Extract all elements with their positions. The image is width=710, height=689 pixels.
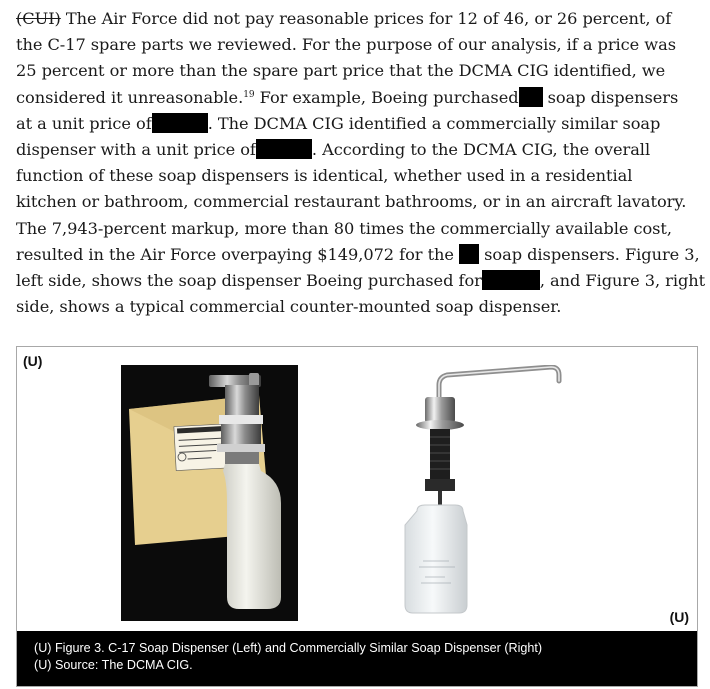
caption-title: (U) Figure 3. C-17 Soap Dispenser (Left) and Commercially Similar Soap Dispenser (Right) xyxy=(34,641,543,655)
text-line: (CUI) The Air Force did not pay reasonable prices for 12 of 46, or 26 percent, of xyxy=(16,9,672,28)
redaction-block xyxy=(152,113,208,133)
text-line: considered it unreasonable.$^{19}$ For example, Boeing purchased soap dispensers xyxy=(16,87,679,107)
boeing-soap-dispenser-photo xyxy=(121,365,298,621)
report-paragraph xyxy=(16,6,704,320)
redaction-block xyxy=(459,244,479,264)
text-line: 25 percent or more than the spare part price that the DCMA CIG identified, we xyxy=(16,61,666,81)
redaction-block xyxy=(519,87,543,107)
text-line: The 7,943-percent markup, more than 80 times the commercially available cost, xyxy=(16,218,672,238)
text-line: dispenser with a unit price of . According to the DCMA CIG, the overall xyxy=(16,139,651,159)
cui-marking: (CUI) xyxy=(16,9,61,28)
text-line: kitchen or bathroom, commercial restaurant bathrooms, or in an aircraft lavatory. xyxy=(16,192,687,212)
text-line: side, shows a typical commercial counter-mounted soap dispenser. xyxy=(16,297,562,317)
boeing-soap-dispenser-illustration xyxy=(121,365,298,621)
commercial-soap-dispenser-illustration xyxy=(395,365,585,621)
figure-caption xyxy=(17,631,697,686)
redaction-block xyxy=(256,139,312,159)
figure-marking-bottom: (U) xyxy=(669,609,689,625)
text-line: at a unit price of . The DCMA CIG identified a commercially similar soap xyxy=(16,113,661,133)
caption-source: (U) Source: The DCMA CIG. xyxy=(34,658,193,672)
text-line: left side, shows the soap dispenser Boeing purchased for , and Figure 3, right xyxy=(16,270,706,290)
text-line: resulted in the Air Force overpaying $149,072 for the soap dispensers. Figure 3, xyxy=(16,244,700,264)
text-line: function of these soap dispensers is identical, whether used in a residential xyxy=(16,166,633,186)
figure-3 xyxy=(16,346,698,687)
commercial-soap-dispenser-photo xyxy=(395,365,585,621)
footnote-reference[interactable]: 19 xyxy=(243,89,255,100)
redaction-block xyxy=(482,270,540,290)
figure-marking-top: (U) xyxy=(23,353,43,369)
text-line: the C-17 spare parts we reviewed. For the purpose of our analysis, if a price was xyxy=(16,35,676,55)
